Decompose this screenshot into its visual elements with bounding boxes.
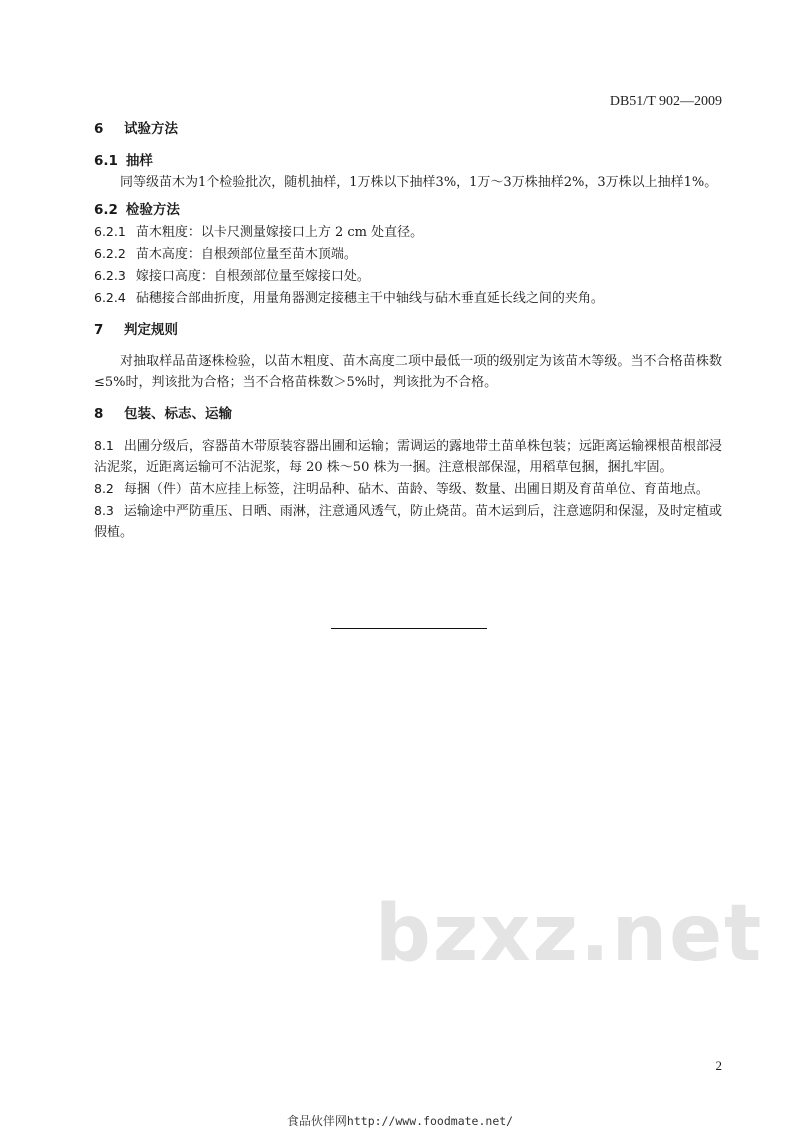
- item-number: 6.2.4: [94, 290, 126, 305]
- item-text: 运输途中严防重压、日晒、雨淋，注意通风透气，防止烧苗。苗木运到后，注意遮阴和保湿，及时定植或假植。: [94, 504, 722, 540]
- list-item: [94, 500, 722, 543]
- item-text: 出圃分级后，容器苗木带原装容器出圃和运输；需调运的露地带土苗单株包装；远距离运输裸根苗根部浸沾泥浆，近距离运输可不沾泥浆，每 20 株～50 株为一捆。注意根部保湿，用稻草包捆，捆扎牢固。: [94, 439, 722, 475]
- item-text: 嫁接口高度：自根颈部位量至嫁接口处。: [135, 269, 370, 284]
- item-text: 苗木粗度：以卡尺测量嫁接口上方 2 cm 处直径。: [135, 225, 424, 240]
- list-item: [94, 287, 722, 309]
- list-item: [94, 243, 722, 265]
- section-number: 6.2: [94, 202, 118, 218]
- document-body: [94, 118, 722, 543]
- page-number: 2: [715, 1058, 722, 1073]
- judgment-paragraph: 对抽取样品苗逐株检验，以苗木粗度、苗木高度二项中最低一项的级别定为该苗木等级。当不合格苗株数≤5%时，判该批为合格；当不合格苗株数＞5%时，判该批为不合格。: [94, 354, 722, 390]
- item-number: 6.2.1: [94, 224, 126, 239]
- item-number: 6.2.2: [94, 246, 126, 261]
- item-number: 8.1: [94, 438, 114, 453]
- section-number: 7: [94, 322, 104, 338]
- section-6-1-heading: [94, 150, 722, 172]
- item-text: 每捆（件）苗木应挂上标签，注明品种、砧木、苗龄、等级、数量、出圃日期及育苗单位、育苗地点。: [123, 482, 709, 497]
- section-title: 抽样: [125, 153, 153, 169]
- item-number: 8.2: [94, 481, 114, 496]
- watermark: bzxz.net: [375, 889, 764, 979]
- footer-link[interactable]: http://www.foodmate.net/: [346, 1114, 514, 1128]
- section-7-heading: [94, 319, 722, 341]
- list-item: [94, 265, 722, 287]
- section-8-heading: [94, 403, 722, 425]
- section-number: 6: [94, 121, 104, 137]
- list-item: [94, 478, 722, 500]
- document-code: DB51/T 902—2009: [609, 94, 722, 109]
- item-text: 苗木高度：自根颈部位量至苗木顶端。: [135, 247, 357, 262]
- item-number: 6.2.3: [94, 268, 126, 283]
- item-text: 砧穗接合部曲折度，用量角器测定接穗主干中轴线与砧木垂直延长线之间的夹角。: [135, 291, 604, 306]
- list-item: [94, 221, 722, 243]
- end-of-document-rule: [331, 628, 487, 629]
- section-title: 判定规则: [124, 322, 178, 338]
- section-number: 8: [94, 406, 104, 422]
- section-6-2-heading: [94, 199, 722, 221]
- sampling-paragraph: 同等级苗木为1个检验批次，随机抽样，1万株以下抽样3%，1万～3万株抽样2%，3万株以上抽样1%。: [120, 175, 718, 190]
- footer-site-name: 食品伙伴网: [286, 1114, 347, 1128]
- item-number: 8.3: [94, 503, 114, 518]
- list-item: [94, 435, 722, 478]
- section-title: 试验方法: [124, 121, 178, 137]
- section-number: 6.1: [94, 153, 118, 169]
- section-title: 检验方法: [125, 202, 180, 218]
- section-title: 包装、标志、运输: [124, 406, 232, 422]
- section-6-heading: [94, 118, 722, 140]
- footer: [0, 1112, 800, 1129]
